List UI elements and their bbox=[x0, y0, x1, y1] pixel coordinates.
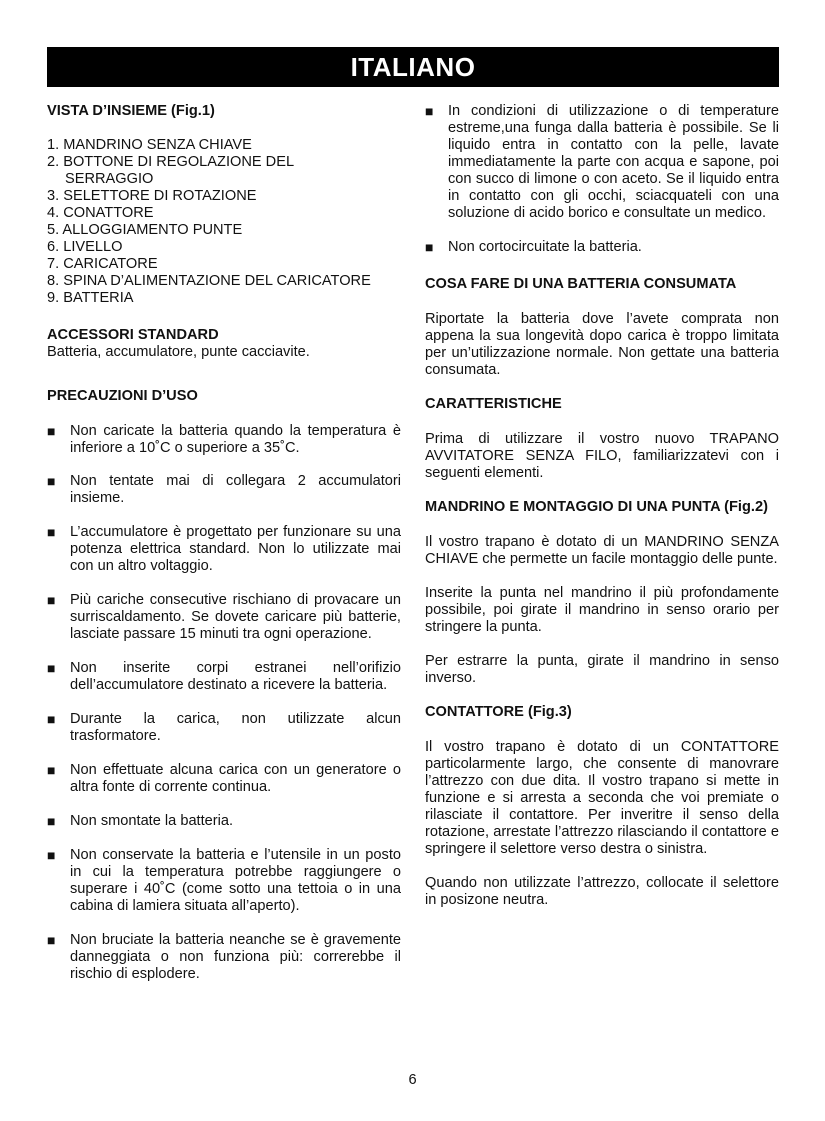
parts-list-item: 9. BATTERIA bbox=[47, 290, 134, 306]
precaution-item bbox=[47, 423, 401, 457]
bullet-square-icon: ■ bbox=[47, 660, 56, 676]
bullet-square-icon: ■ bbox=[47, 813, 56, 829]
bullet-square-icon: ■ bbox=[47, 847, 56, 863]
bullet-square-icon: ■ bbox=[425, 239, 434, 255]
used-battery-text: Riportate la batteria dove l’avete comprata non appena la sua longevità dopo carica è troppo limitata per un’utilizzazione normale. Non gettate una batteria consumata. bbox=[425, 311, 779, 378]
parts-list bbox=[47, 137, 401, 307]
precaution-text: Non inserite corpi estranei nell’orifizio dell’accumulatore destinato a ricevere la batteria. bbox=[70, 660, 401, 693]
chuck-text: Il vostro trapano è dotato di un MANDRINO SENZA CHIAVE che permette un facile montaggio delle punte. bbox=[425, 534, 779, 567]
precaution-item bbox=[47, 524, 401, 575]
precaution-text: Non bruciate la batteria neanche se è gravemente danneggiata o non funziona più: correrebbe il rischio di esplodere. bbox=[70, 932, 401, 982]
chuck-text: Per estrarre la punta, girate il mandrino in senso inverso. bbox=[425, 653, 779, 686]
parts-list-item: 5. ALLOGGIAMENTO PUNTE bbox=[47, 222, 243, 238]
overview-heading: VISTA D’INSIEME (Fig.1) bbox=[47, 103, 215, 119]
precaution-text: Non caricate la batteria quando la temperatura è inferiore a 10˚C o superiore a 35˚C. bbox=[70, 423, 401, 456]
chuck-text: Inserite la punta nel mandrino il più profondamente possibile, poi girate il mandrino in senso orario per stringere la punta. bbox=[425, 585, 779, 635]
precaution-item bbox=[47, 847, 401, 915]
precaution-item bbox=[425, 239, 779, 256]
parts-list-item: 3. SELETTORE DI ROTAZIONE bbox=[47, 188, 257, 204]
precaution-item bbox=[47, 932, 401, 983]
precaution-item bbox=[47, 813, 401, 830]
precaution-item bbox=[47, 711, 401, 745]
precaution-item bbox=[425, 103, 779, 222]
parts-list-item: 8. SPINA D’ALIMENTAZIONE DEL CARICATORE bbox=[47, 273, 371, 289]
precaution-text: Non cortocircuitate la batteria. bbox=[448, 239, 642, 255]
switch-heading: CONTATTORE (Fig.3) bbox=[425, 704, 572, 720]
precaution-text: Non conservate la batteria e l’utensile in un posto in cui la temperatura potrebbe raggiungere o superare i 40˚C (come sotto una tettoia o in una cabina di lamiera situata all’aperto). bbox=[70, 847, 401, 914]
parts-list-item: 4. CONATTORE bbox=[47, 205, 154, 221]
switch-text: Il vostro trapano è dotato di un CONTATTORE particolarmente largo, che consente di manovrare l’attrezzo con due dita. Il vostro trapano si mette in funzione e si arresta a seconda che voi premiate o rilasciate il contattore. Per inveritre il senso della rotazione, arrestate l’attrezzo rilasciando il contattore e springere il selettore verso destra o sinistra. bbox=[425, 739, 779, 857]
bullet-square-icon: ■ bbox=[425, 103, 434, 119]
parts-list-item: 7. CARICATORE bbox=[47, 256, 158, 272]
precaution-text: In condizioni di utilizzazione o di temperature estreme,una funga dalla batteria è possibile. Se li liquido entra in contatto con la pelle, lavate immediatamente la parte con acqua e sapone, poi con succo di limone o con aceto. Se il liquido entra in contatto con gli occhi, sciacquateli con una soluzione di acido borico e consultate un medico. bbox=[448, 103, 779, 221]
precaution-item bbox=[47, 592, 401, 643]
banner-title: ITALIANO bbox=[350, 51, 476, 82]
precaution-text: Non tentate mai di collegara 2 accumulatori insieme. bbox=[70, 473, 401, 506]
bullet-square-icon: ■ bbox=[47, 762, 56, 778]
features-text: Prima di utilizzare il vostro nuovo TRAPANO AVVITATORE SENZA FILO, familiarizzatevi con i seguenti elementi. bbox=[425, 431, 779, 481]
parts-list-item: SERRAGGIO bbox=[65, 171, 154, 187]
bullet-square-icon: ■ bbox=[47, 932, 56, 948]
parts-list-item: 2. BOTTONE DI REGOLAZIONE DEL bbox=[47, 154, 295, 170]
bullet-square-icon: ■ bbox=[47, 711, 56, 727]
bullet-square-icon: ■ bbox=[47, 592, 56, 608]
bullet-square-icon: ■ bbox=[47, 473, 56, 489]
page-number: 6 bbox=[408, 1072, 417, 1088]
parts-list-item: 1. MANDRINO SENZA CHIAVE bbox=[47, 137, 252, 153]
used-battery-heading: COSA FARE DI UNA BATTERIA CONSUMATA bbox=[425, 276, 737, 292]
precaution-item bbox=[47, 473, 401, 507]
chuck-heading: MANDRINO E MONTAGGIO DI UNA PUNTA (Fig.2) bbox=[425, 499, 768, 515]
bullet-square-icon: ■ bbox=[47, 524, 56, 540]
precaution-text: Durante la carica, non utilizzate alcun trasformatore. bbox=[70, 711, 401, 744]
switch-text: Quando non utilizzate l’attrezzo, collocate il selettore in posizone neutra. bbox=[425, 875, 779, 908]
parts-list-item: 6. LIVELLO bbox=[47, 239, 123, 255]
accessories-text: Batteria, accumulatore, punte cacciavite. bbox=[47, 344, 310, 360]
language-banner bbox=[47, 47, 779, 87]
precaution-text: Non effettuate alcuna carica con un generatore o altra fonte di corrente continua. bbox=[70, 762, 401, 795]
precaution-item bbox=[47, 660, 401, 694]
precaution-item bbox=[47, 762, 401, 796]
precaution-text: Non smontate la batteria. bbox=[70, 813, 234, 829]
accessories-heading: ACCESSORI STANDARD bbox=[47, 327, 219, 343]
features-heading: CARATTERISTICHE bbox=[425, 396, 562, 412]
left-column bbox=[47, 103, 401, 983]
precaution-text: Più cariche consecutive rischiano di provacare un surriscaldamento. Se dovete caricare più batterie, lasciate passare 15 minuti tra ogni operazione. bbox=[70, 592, 401, 642]
precautions-heading: PRECAUZIONI D’USO bbox=[47, 388, 198, 404]
right-column bbox=[425, 103, 779, 909]
bullet-square-icon: ■ bbox=[47, 423, 56, 439]
precaution-text: L’accumulatore è progettato per funzionare su una potenza elettrica standard. Non lo utilizzate mai con un altro voltaggio. bbox=[70, 524, 401, 574]
